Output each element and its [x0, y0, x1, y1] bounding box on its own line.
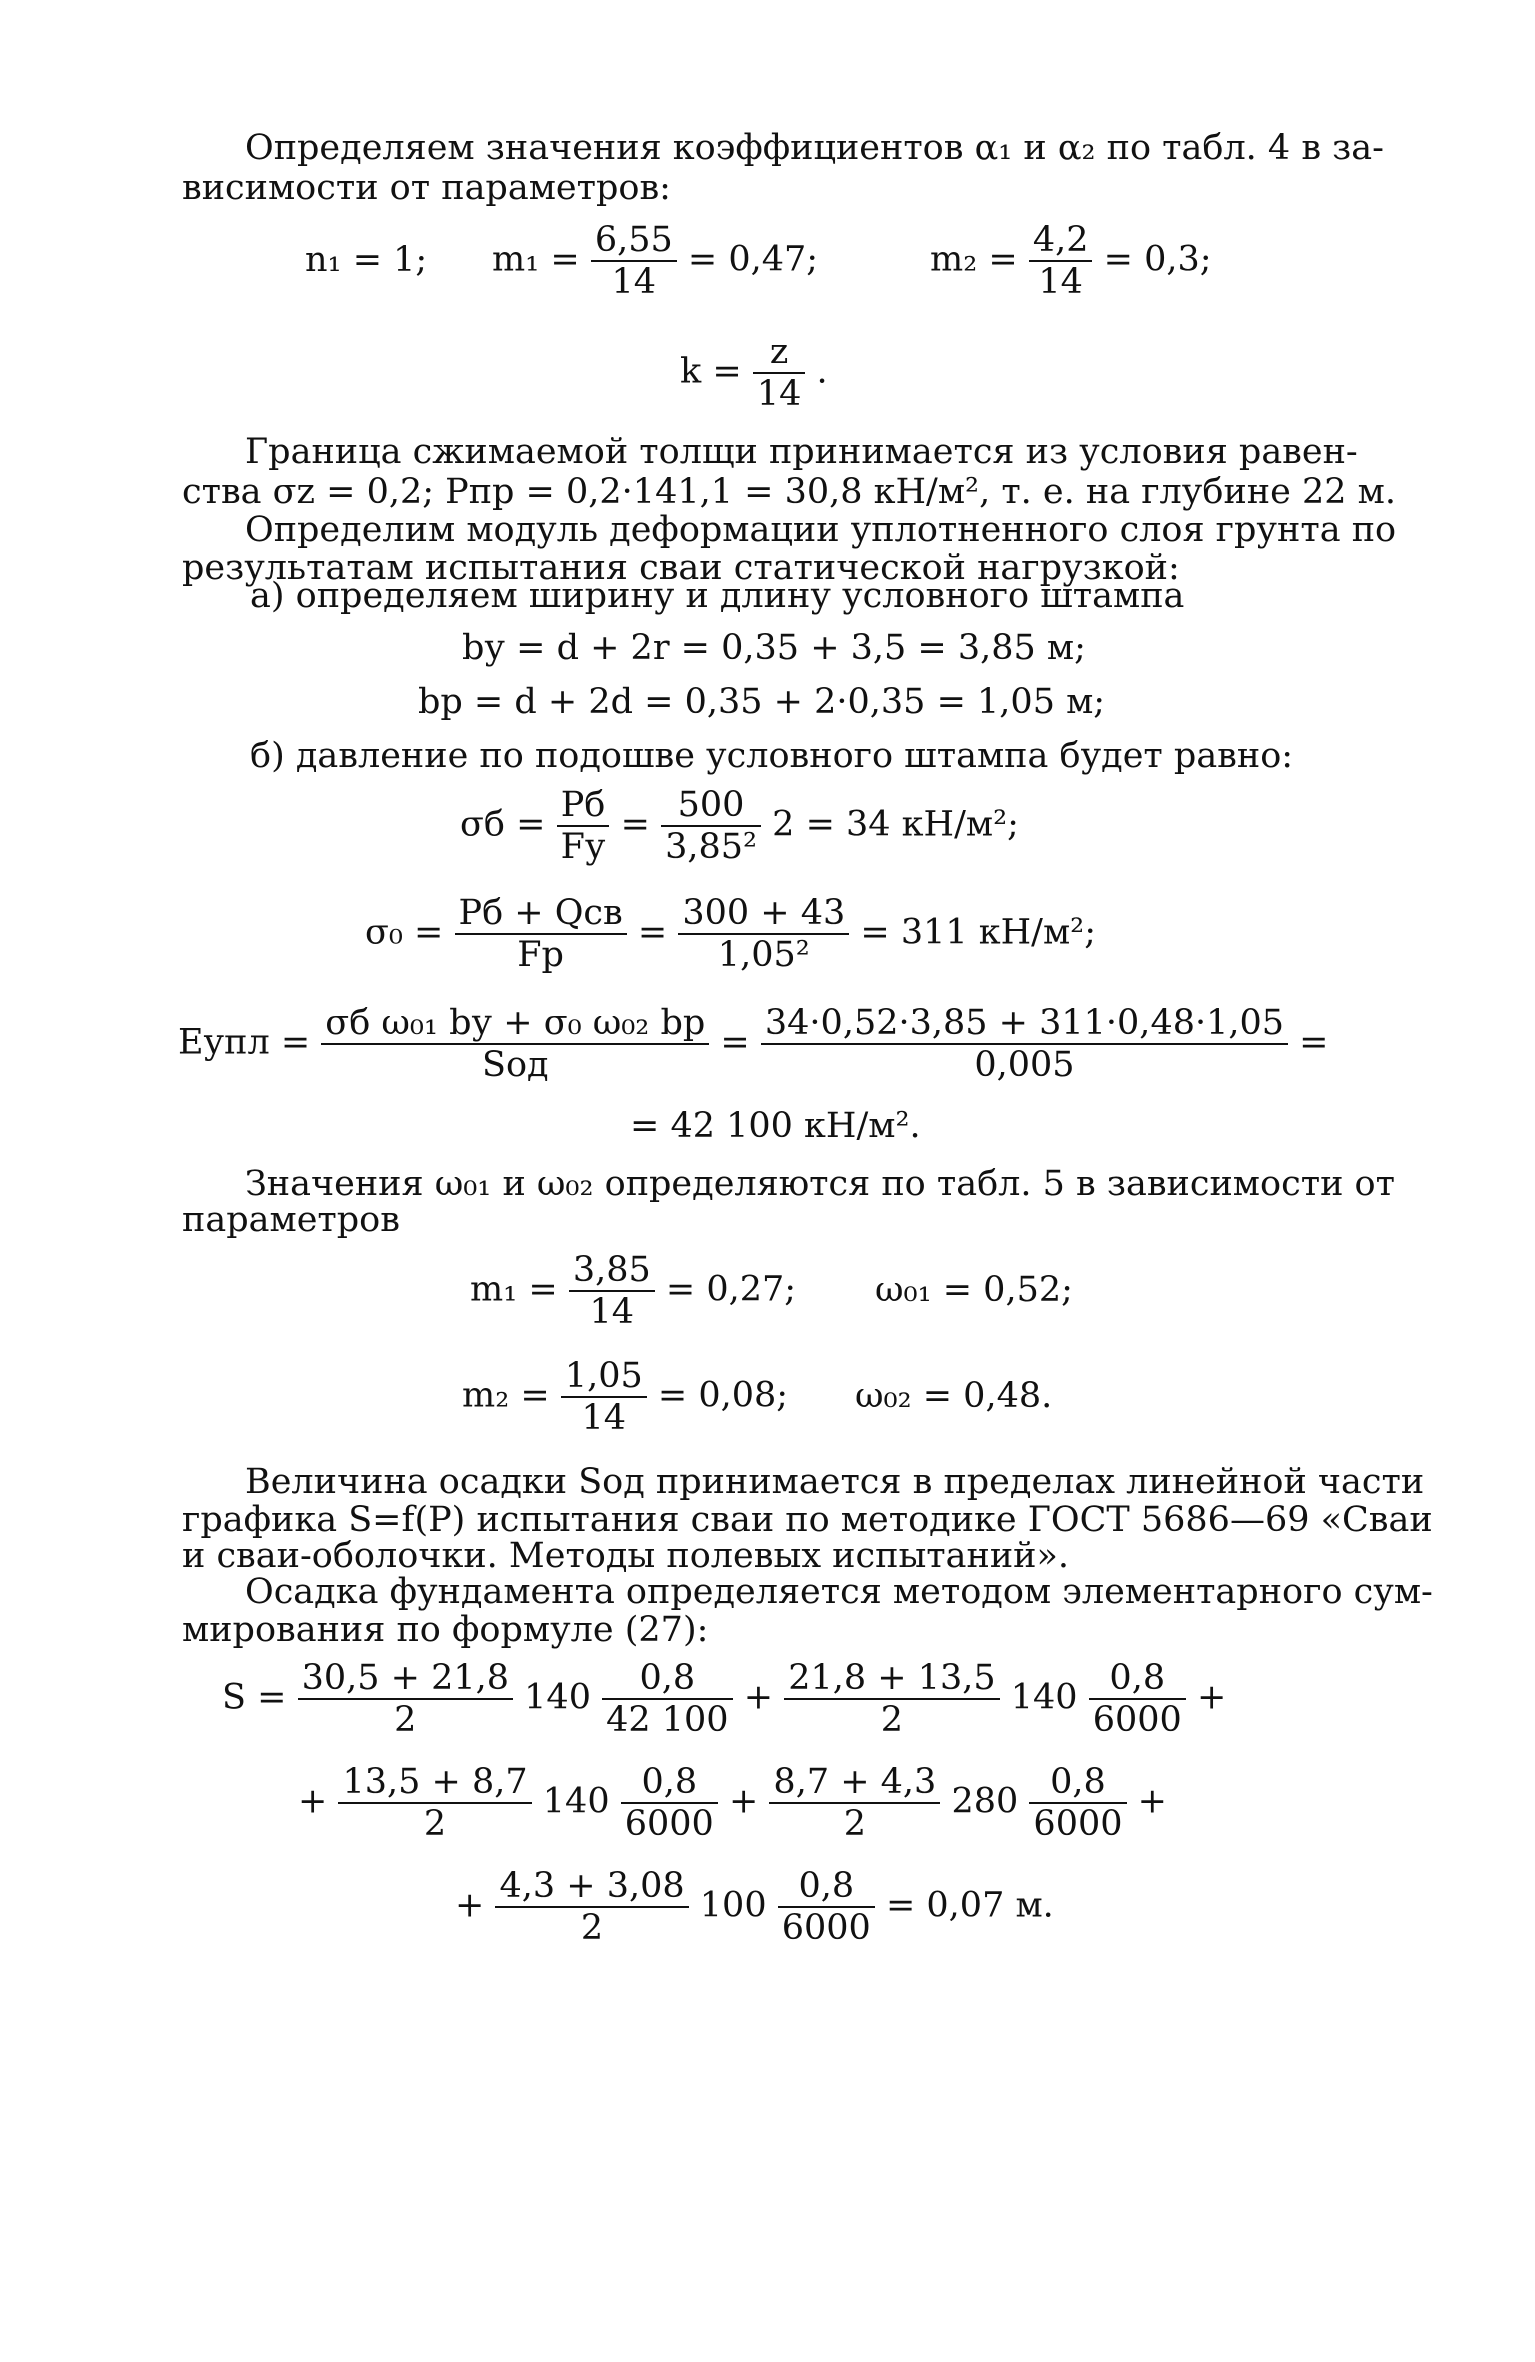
paragraph-3-line-2: результатам испытания сваи статической нагрузкой: — [182, 548, 1180, 588]
formula-sigma-0: σ₀ = $\frac{\text{Pб + Qсв}}{Fр}$ = $\frac{300 + 43}{\text{1,05²}}$ = 311 кН/м²; — [365, 893, 1097, 975]
formula-bp: bр = d + 2d = 0,35 + 2·0,35 = 1,05 м; — [418, 682, 1106, 722]
paragraph-5-line-2: графика S=f(P) испытания сваи по методике ГОСТ 5686—69 «Сваи — [182, 1500, 1433, 1540]
formula-sigma-b: σб = $\frac{Pб}{Fу}$ = $\frac{500}{\text{3,85²}}$ 2 = 34 кН/м²; — [460, 785, 1019, 867]
formula-by: bу = d + 2r = 0,35 + 3,5 = 3,85 м; — [462, 628, 1086, 668]
paragraph-2-line-1: Граница сжимаемой толщи принимается из условия равен- — [245, 432, 1358, 472]
list-item-b: б) давление по подошве условного штампа будет равно: — [250, 736, 1294, 776]
paragraph-6-line-1: Осадка фундамента определяется методом элементарного сум- — [245, 1572, 1433, 1612]
formula-s-line-2: + $\frac{13,5 + 8,7}{2}$ 140 $\frac{0,8}{6000}$ + $\frac{8,7 + 4,3}{2}$ 280 $\frac{0,8}{6000}$ + — [298, 1762, 1167, 1844]
formula-param-m1: m₁ = $\frac{3,85}{14}$ = 0,27; — [470, 1250, 797, 1332]
formula-s-line-3: + $\frac{4,3 + 3,08}{2}$ 100 $\frac{0,8}{6000}$ = 0,07 м. — [455, 1866, 1054, 1948]
paragraph-3-line-1: Определим модуль деформации уплотненного слоя грунта по — [245, 510, 1397, 550]
formula-omega-01: ω₀₁ = 0,52; — [875, 1270, 1073, 1310]
formula-m1: m₁ = $\frac{6,55}{14}$ = 0,47; — [492, 220, 819, 302]
formula-s-line-1: S = $\frac{30,5 + 21,8}{2}$ 140 $\frac{0,8}{42 100}$ + $\frac{21,8 + 13,5}{2}$ 140 $\frac{0,8}{6000}$ + — [222, 1658, 1227, 1740]
formula-param-m2: m₂ = $\frac{1,05}{14}$ = 0,08; — [462, 1356, 789, 1438]
paragraph-5-line-1: Величина осадки Sод принимается в пределах линейной части — [245, 1462, 1425, 1502]
formula-k: k = $\frac{z}{14}$ . — [680, 332, 828, 414]
paragraph-1-line-1: Определяем значения коэффициентов α₁ и α₂ по табл. 4 в за- — [245, 128, 1384, 168]
formula-omega-02: ω₀₂ = 0,48. — [855, 1376, 1053, 1416]
list-item-a: а) определяем ширину и длину условного штампа — [250, 576, 1185, 616]
formula-m2: m₂ = $\frac{4,2}{14}$ = 0,3; — [930, 220, 1212, 302]
formula-e-upl: Eупл = $\frac{\text{σб ω₀₁ bу + σ₀ ω₀₂ bр}}{\text{Sод}}$ = $\frac{34\cdot 0,52\cdot 3,85 + 311\cdot 0,48\cdot 1,05}{0,005}$ = — [178, 1003, 1329, 1085]
formula-e-result: = 42 100 кН/м². — [630, 1106, 921, 1146]
paragraph-4-line-1: Значения ω₀₁ и ω₀₂ определяются по табл. 5 в зависимости от — [245, 1164, 1395, 1204]
paragraph-4-line-2: параметров — [182, 1200, 400, 1240]
paragraph-2-line-2: ства σz = 0,2; Pпр = 0,2·141,1 = 30,8 кН/м², т. е. на глубине 22 м. — [182, 472, 1396, 512]
formula-n1: n₁ = 1; — [305, 240, 428, 280]
paragraph-6-line-2: мирования по формуле (27): — [182, 1610, 709, 1650]
paragraph-5-line-3: и сваи-оболочки. Методы полевых испытаний». — [182, 1536, 1070, 1576]
paragraph-1-line-2: висимости от параметров: — [182, 168, 671, 208]
